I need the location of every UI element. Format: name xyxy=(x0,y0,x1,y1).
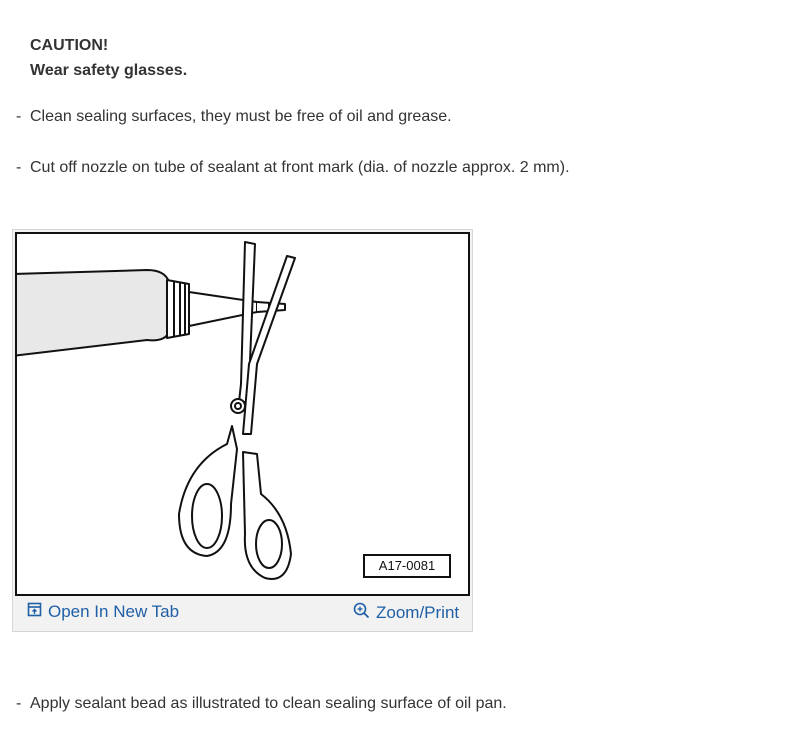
zoom-print-label: Zoom/Print xyxy=(376,603,460,622)
caution-block xyxy=(30,33,187,83)
step-text: Cut off nozzle on tube of sealant at front mark (dia. of nozzle approx. 2 mm). xyxy=(30,159,570,176)
step-item xyxy=(16,108,452,126)
figure-id-label: A17-0081 xyxy=(363,554,451,578)
step-marker: - xyxy=(16,108,22,125)
caution-text: Wear safety glasses. xyxy=(30,62,188,79)
step-marker: - xyxy=(16,695,22,712)
scissors-cutting-nozzle-illustration xyxy=(17,234,468,594)
open-in-new-tab-label: Open In New Tab xyxy=(48,602,180,621)
step-item xyxy=(16,159,570,177)
caution-title: CAUTION! xyxy=(30,37,109,54)
step-item xyxy=(16,695,507,713)
zoom-magnifier-icon xyxy=(353,602,370,624)
open-in-new-tab-link[interactable] xyxy=(27,602,179,622)
figure-container xyxy=(12,229,473,632)
open-new-tab-icon xyxy=(27,602,42,622)
figure-illustration[interactable] xyxy=(15,232,470,596)
zoom-print-link[interactable] xyxy=(353,602,459,624)
step-marker: - xyxy=(16,159,22,176)
step-text: Apply sealant bead as illustrated to clean sealing surface of oil pan. xyxy=(30,695,507,712)
step-text: Clean sealing surfaces, they must be free of oil and grease. xyxy=(30,108,452,125)
